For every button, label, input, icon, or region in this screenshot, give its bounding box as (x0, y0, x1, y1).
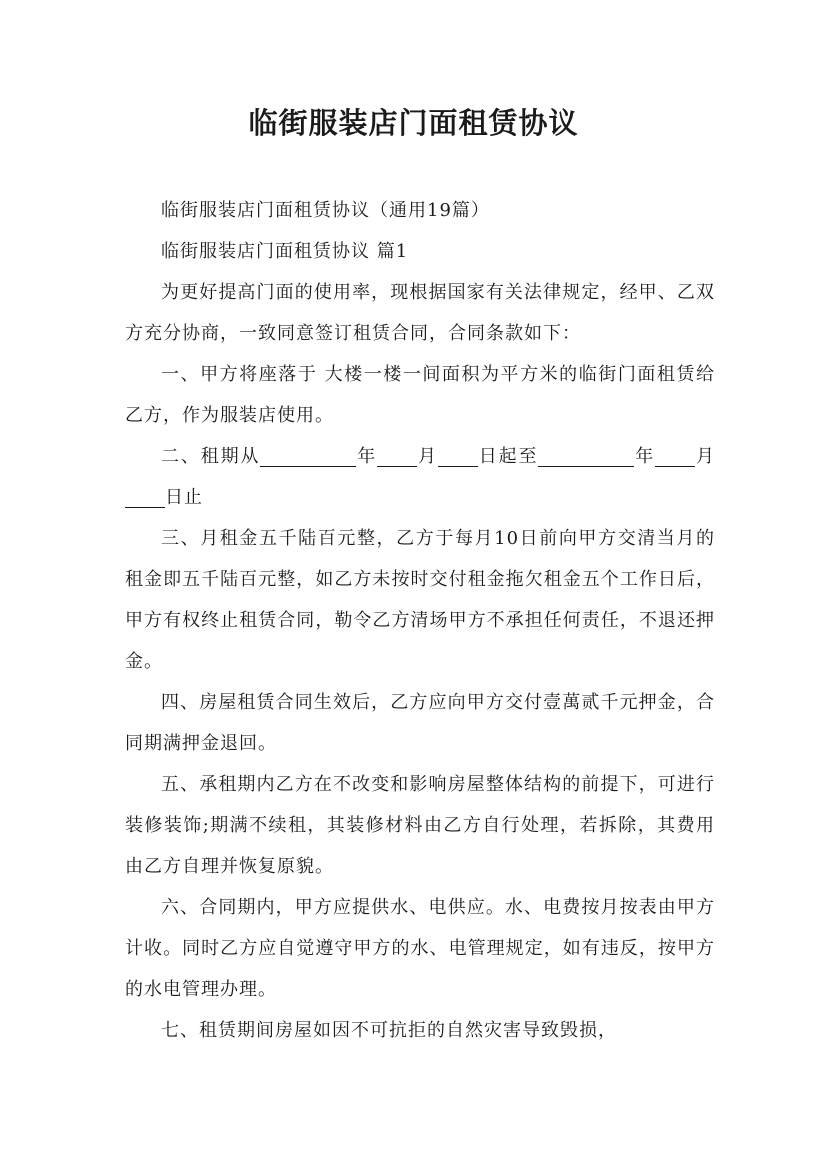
clause-2-year-2: 年 (634, 446, 656, 467)
document-title: 临街服装店门面租赁协议 (248, 106, 579, 140)
document-body (125, 190, 715, 1051)
clause-3-paragraph: 三、月租金五千陆百元整，乙方于每月10日前向甲方交清当月的租金即五千陆百元整，如乙方未按时交付租金拖欠租金五个工作日后，甲方有权终止租赁合同，勒令乙方清场甲方不承担任何责任，不退还押金。 (125, 528, 715, 672)
intro-paragraph: 为更好提高门面的使用率，现根据国家有关法律规定，经甲、乙双方充分协商，一致同意签订租赁合同，合同条款如下： (125, 282, 715, 344)
clause-7-paragraph: 七、租赁期间房屋如因不可抗拒的自然灾害导致毁损， (161, 1020, 617, 1041)
end-day-blank (125, 485, 165, 508)
end-month-blank (655, 444, 695, 467)
clause-5-paragraph: 五、承租期内乙方在不改变和影响房屋整体结构的前提下，可进行装修装饰;期满不续租，其装修材料由乙方自行处理，若拆除，其费用由乙方自理并恢复原貌。 (125, 774, 715, 877)
section-heading: 临街服装店门面租赁协议 篇1 (161, 241, 409, 262)
clause-6-paragraph: 六、合同期内，甲方应提供水、电供应。水、电费按月按表由甲方计收。同时乙方应自觉遵守甲方的水、电管理规定，如有违反，按甲方的水电管理办理。 (125, 897, 715, 1000)
clause-2-prefix: 二、租期从 (161, 446, 261, 467)
clause-2-day-1: 日起至 (477, 446, 539, 467)
clause-4-paragraph: 四、房屋租赁合同生效后，乙方应向甲方交付壹萬贰千元押金，合同期满押金退回。 (125, 692, 715, 754)
start-year-blank (260, 444, 356, 467)
start-month-blank (377, 444, 417, 467)
clause-2-year-1: 年 (356, 446, 378, 467)
subtitle-paragraph: 临街服装店门面租赁协议（通用19篇） (161, 200, 490, 221)
end-year-blank (538, 444, 634, 467)
clause-2-month-2: 月 (695, 446, 715, 467)
clause-2-paragraph (125, 436, 715, 518)
clause-2-day-2: 日止 (165, 487, 203, 508)
clause-2-month-1: 月 (417, 446, 438, 467)
start-day-blank (438, 444, 478, 467)
clause-1-paragraph: 一、甲方将座落于 大楼一楼一间面积为平方米的临街门面租赁给乙方，作为服装店使用。 (125, 364, 715, 426)
